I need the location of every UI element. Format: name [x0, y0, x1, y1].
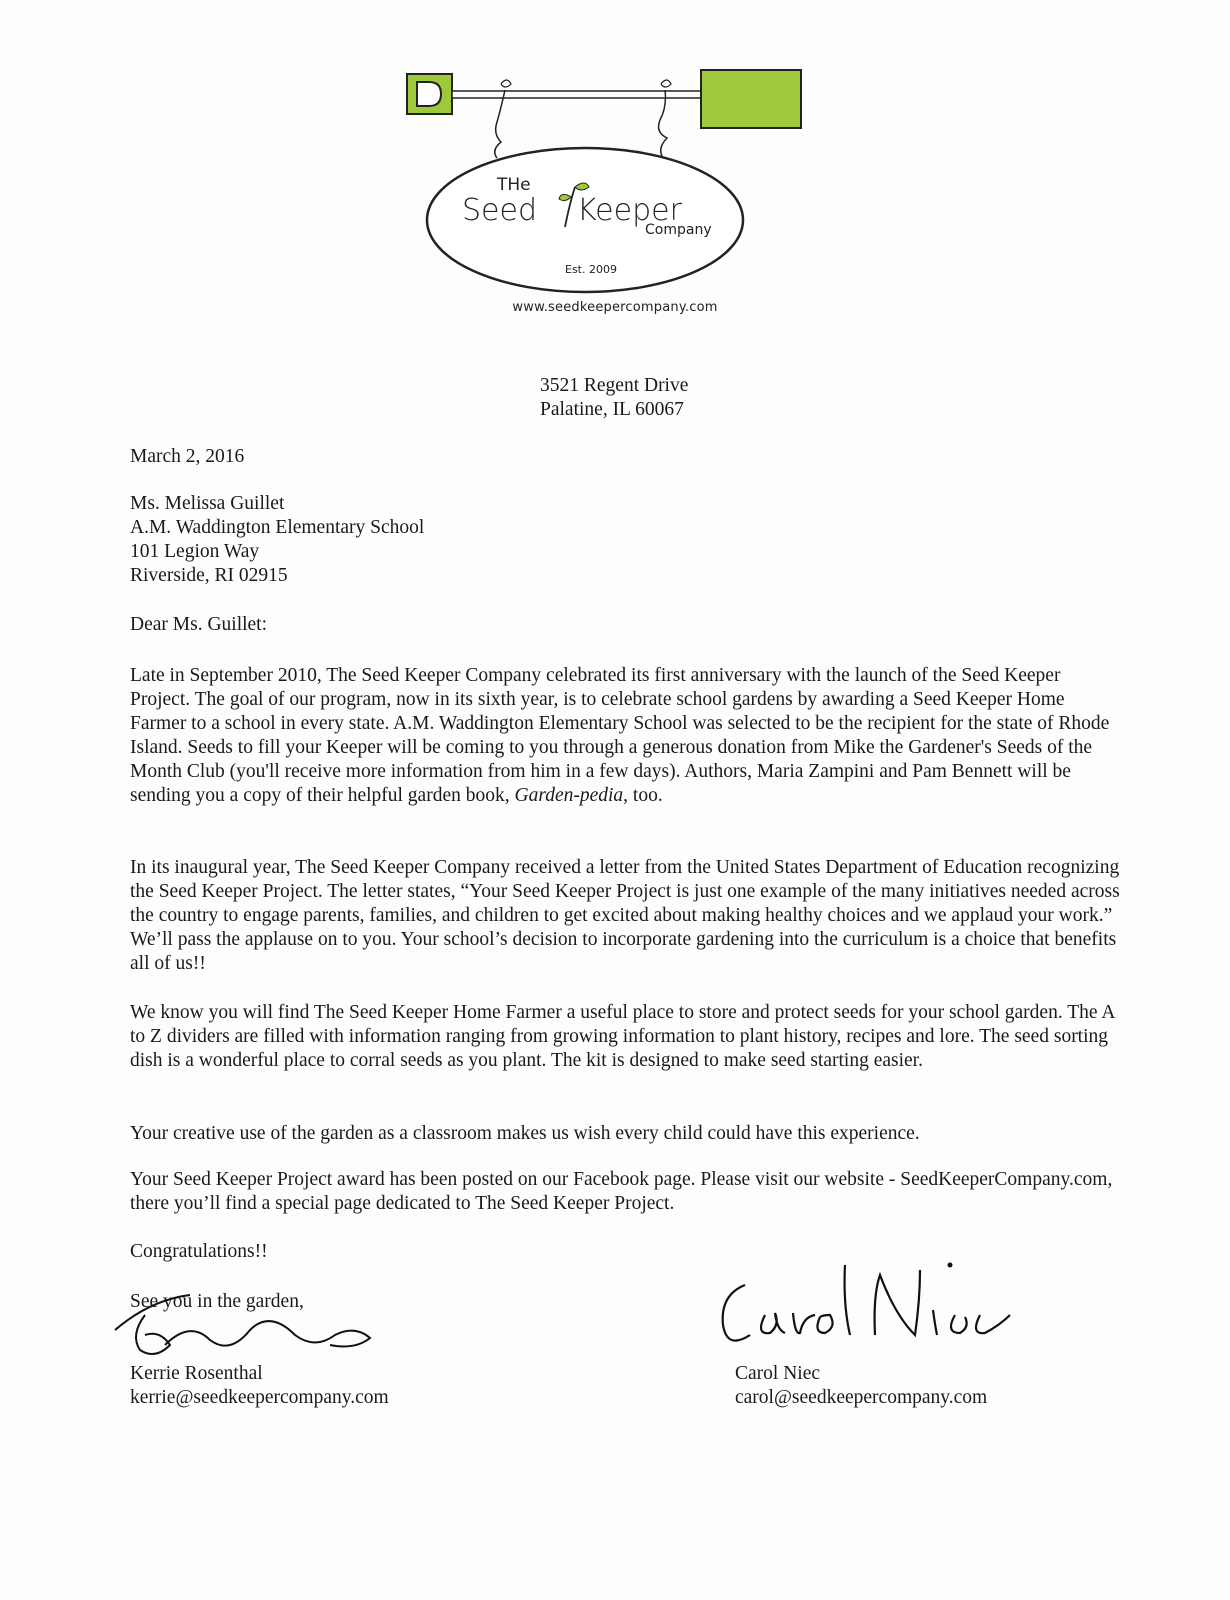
logo-text-the: THe: [497, 175, 531, 195]
paragraph-5: Your Seed Keeper Project award has been posted on our Facebook page. Please visit our website - SeedKeeperCompany.com, there you’ll find a special page dedicated to The Seed Keeper Project.: [130, 1169, 1113, 1214]
return-street: 3521 Regent Drive: [540, 375, 689, 396]
signer-left-name: Kerrie Rosenthal: [130, 1363, 263, 1384]
signer-left-email: kerrie@seedkeepercompany.com: [130, 1387, 389, 1408]
sign-off-line: See you in the garden,: [130, 1291, 304, 1312]
company-logo: [405, 62, 835, 322]
paragraph-3: We know you will find The Seed Keeper Home Farmer a useful place to store and protect seeds for your school garden. The A to Z dividers are filled with information ranging from growing information to plant history, recipes and lore. The seed sorting dish is a wonderful place to corral seeds as you plant. The kit is designed to make seed starting easier.: [130, 1002, 1115, 1071]
logo-text-keeper: Keeper: [577, 193, 682, 228]
recipient-street: 101 Legion Way: [130, 541, 260, 562]
salutation: Dear Ms. Guillet:: [130, 614, 268, 635]
carol-niec-signature-icon: [715, 1255, 1025, 1365]
recipient-name: Ms. Melissa Guillet: [130, 493, 285, 514]
letter-date: March 2, 2016: [130, 446, 245, 467]
book-title: Garden-pedia: [514, 785, 624, 806]
return-city: Palatine, IL 60067: [540, 399, 684, 420]
return-address: [540, 374, 688, 422]
signer-right-name: Carol Niec: [735, 1363, 821, 1384]
shovel-sign-logo-icon: [405, 62, 835, 322]
recipient-org: A.M. Waddington Elementary School: [130, 517, 425, 538]
recipient-city: Riverside, RI 02915: [130, 565, 288, 586]
signer-right-email: carol@seedkeepercompany.com: [735, 1387, 988, 1408]
logo-text-seed: Seed: [462, 193, 537, 228]
paragraph-4: Your creative use of the garden as a classroom makes us wish every child could have this experience.: [130, 1123, 920, 1144]
signature-block-left: [130, 1362, 389, 1410]
paragraph-2: In its inaugural year, The Seed Keeper Company received a letter from the United States Department of Education recognizing the Seed Keeper Project. The letter states, “Your Seed Keeper Project is just one example of the many initiatives needed across the country to engage parents, families, and children to get excited about making healthy choices and we applaud your work.” We’ll pass the applause on to you. Your school’s decision to incorporate gardening into the curriculum is a choice that benefits all of us!!: [130, 857, 1120, 974]
paragraph-1-text: Late in September 2010, The Seed Keeper Company celebrated its first anniversary with the launch of the Seed Keeper Project. The goal of our program, now in its sixth year, is to celebrate school gardens by awarding a Seed Keeper Home Farmer to a school in every state. A.M. Waddington Elementary School was selected to be the recipient for the state of Rhode Island. Seeds to fill your Keeper will be coming to you through a generous donation from Mike the Gardener's Seeds of the Month Club (you'll receive more information from him in a few days). Authors, Maria Zampini and Pam Bennett will be sending you a copy of their helpful garden book,: [130, 665, 1110, 806]
signature-block-right: [735, 1362, 987, 1410]
logo-text-established: Est. 2009: [565, 263, 617, 276]
paragraph-1-end: , too.: [623, 785, 663, 806]
company-website-url: www.seedkeepercompany.com: [512, 300, 718, 315]
logo-text-company: Company: [645, 222, 712, 238]
paragraph-1: [130, 664, 1120, 808]
congratulations-line: Congratulations!!: [130, 1241, 268, 1262]
recipient-address: [130, 492, 424, 588]
